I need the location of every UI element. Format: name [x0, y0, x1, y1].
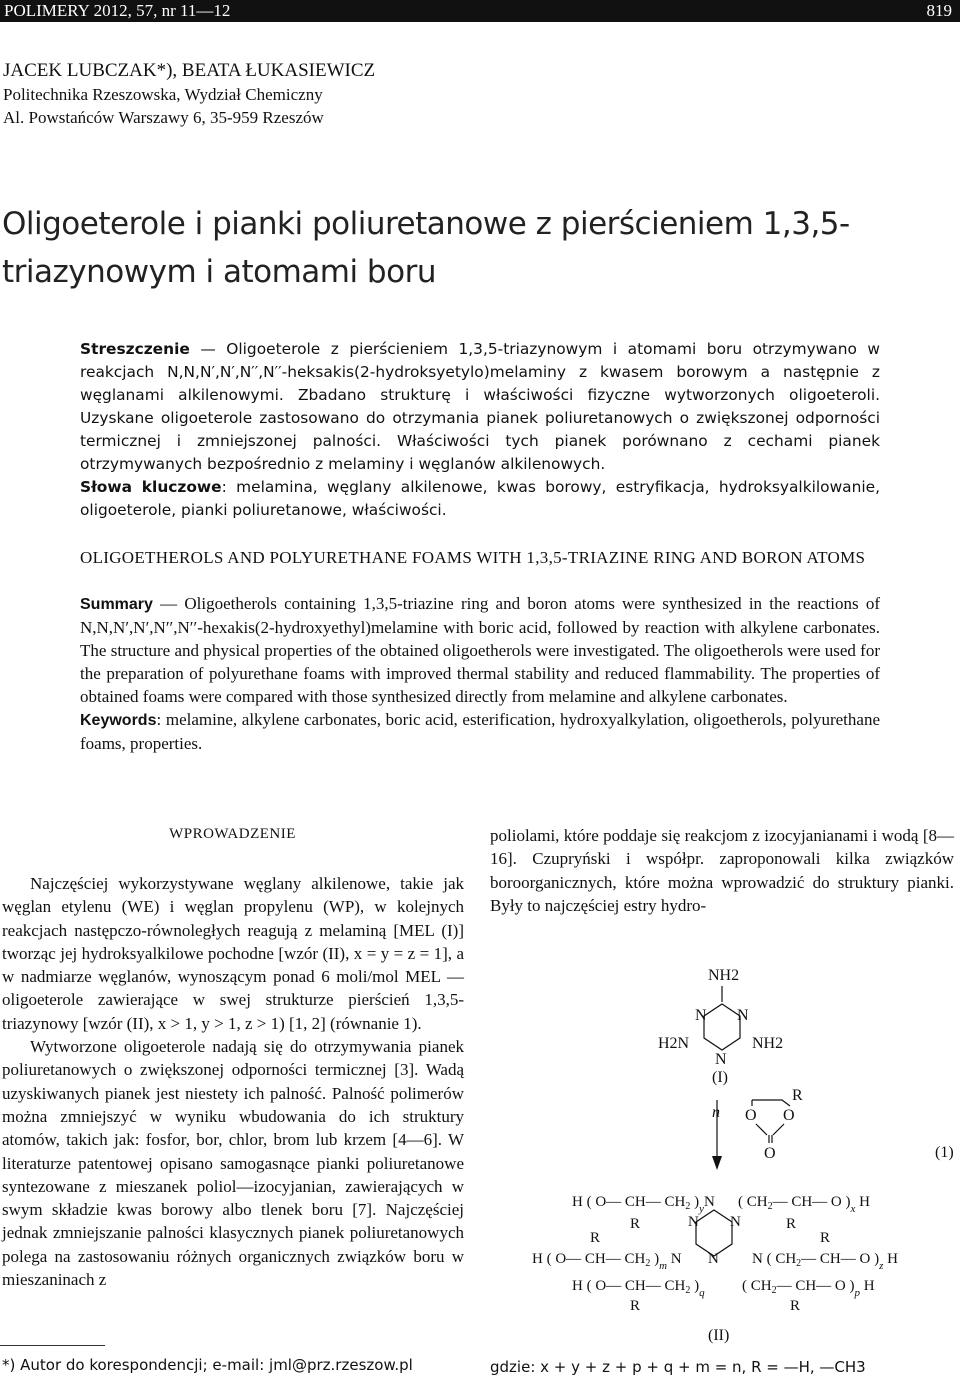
ring-n-right: N	[737, 1007, 749, 1024]
affiliation-line-1: Politechnika Rzeszowska, Wydział Chemiczny	[3, 85, 323, 104]
abstract-pl-label: Streszczenie	[80, 340, 190, 358]
abstract-pl-text: — Oligoeterole z pierścieniem 1,3,5-triazynowym i atomami boru otrzymywano w reakcjach N,N,N′,N′,N′′,N′′-heksakis(2-hydroksyetylo)melaminy z kwasem borowym a następnie z węglanami alkilenowymi. Zbadano strukturę i właściwości fizyczne wytworzonych oligoeteroli. Uzyskane oligoeterole zastosowano do otrzymania pianek poliuretanowych o zwiększonej odporności termicznej i zmniejszonej palności. Właściwości tych pianek porównano z cechami pianek otrzymywanych bezpośrednio z melaminy i węglanów alkilenowych.	[80, 340, 880, 473]
abstract-en	[80, 592, 880, 755]
abstract-en-text: — Oligoetherols containing 1,3,5-triazine ring and boron atoms were synthesized in the reactions of N,N,N′,N′,N′′,N′′-hexakis(2-hydroxyethyl)melamine with boric acid, followed by reaction with alkylene carbonates. The structure and physical properties of the obtained oligoetherols were investigated. The oligoetherols were used for the preparation of polyurethane foams with improved thermal stability and reduced flammability. The properties of obtained foams were compared with those synthesized directly from melamine and alkylene carbonates.	[80, 594, 880, 706]
carbonate-o-left: O	[745, 1107, 757, 1124]
svg-text:R: R	[820, 1230, 831, 1246]
svg-text:N: N	[730, 1214, 741, 1230]
svg-text:R: R	[630, 1298, 641, 1314]
reaction-scheme	[490, 960, 960, 1355]
svg-text:N: N	[688, 1214, 699, 1230]
ring-n-left: N	[695, 1007, 707, 1024]
product-triazine-ring	[696, 1210, 732, 1256]
paragraph-1: Najczęściej wykorzystywane węglany alkilenowe, takie jak węglan etylenu (WE) i węglan propylenu (WP), w kolejnych reakcjach następczo-równoległych reagują z melaminą [MEL (I)] tworząc jej hydroksyalkilowe pochodne [wzór (II), x = y = z = 1], a w nadmiarze węglanów, wynoszącym ponad 6 moli/mol MEL — oligoeterole zawierające w swej strukturze pierścień 1,3,5-triazynowy [wzór (II), x > 1, y > 1, z > 1) [1, 2] (równanie 1).	[2, 874, 464, 1033]
scheme-legend: gdzie: x + y + z + p + q + m = n, R = —H, —CH3	[490, 1358, 866, 1376]
right-column-text: poliolami, które poddaje się reakcjom z izocyjanianami i wodą [8—16]. Czupryński i współpr. zaproponowali kilka związków boroorganicznych, które można wprowadzić do struktury pianki. Były to najczęściej estry hydro-	[490, 826, 954, 915]
svg-text:R: R	[630, 1216, 641, 1232]
keywords-pl: : melamina, węglany alkilenowe, kwas borowy, estryfikacja, hydroksyalkilowanie, oligoeterole, pianki poliuretanowe, właściwości.	[80, 478, 880, 519]
paper-title: Oligoeterole i pianki poliuretanowe z pierścieniem 1,3,5-triazynowym i atomami boru	[2, 206, 850, 290]
carbonate-o-right: O	[783, 1107, 795, 1124]
keywords-en: : melamine, alkylene carbonates, boric acid, esterification, hydroxyalkylation, oligoetherols, polyurethane foams, properties.	[80, 710, 880, 753]
paragraph-2: Wytworzone oligoeterole nadają się do otrzymywania pianek poliuretanowych o zwiększonej odporności termicznej [3]. Wadą uzyskiwanych pianek jest niestety ich palność. Palność polimerów można zmniejszyć w wyniku wbudowania do ich struktury atomów, takich jak: fosfor, bor, chlor, brom lub krzem [4—6]. W literaturze patentowej opisano samogasnące pianki poliuretanowe syntezowane z mieszanek poliol—izocyjanian, zawierających w swym składzie kwas borowy albo tlenek boru [7]. Najczęściej jednak zmniejszanie palności klasycznych pianek poliuretanowych polega na zastosowaniu różnych organicznych związków boru w mieszaninach z	[2, 1037, 464, 1290]
affiliation-line-2: Al. Powstańców Warszawy 6, 35-959 Rzeszów	[3, 108, 324, 127]
page-number: 819	[926, 1, 952, 20]
english-title: OLIGOETHEROLS AND POLYURETHANE FOAMS WITH 1,3,5-TRIAZINE RING AND BORON ATOMS	[80, 548, 866, 567]
keywords-en-label: Keywords	[80, 712, 157, 729]
journal-title: POLIMERY 2012, 57, nr 11—12	[4, 1, 231, 20]
carbonate-o-bottom: O	[764, 1145, 776, 1162]
authors: JACEK LUBCZAK*), BEATA ŁUKASIEWICZ	[3, 60, 376, 81]
footnote: *) Autor do korespondencji; e-mail: jml@prz.rzeszow.pl	[2, 1356, 413, 1374]
abstract-en-label: Summary	[80, 596, 153, 613]
product-branch-bottom-left: H ( O— CH— $CH_2$ )$_q$	[572, 1278, 705, 1299]
svg-text:R: R	[786, 1216, 797, 1232]
product-branch-top-left: H ( O— CH— $CH_2$ )$_yN$	[572, 1194, 715, 1215]
section-heading: WPROWADZENIE	[169, 826, 296, 842]
footnote-rule	[0, 1345, 105, 1346]
h2n-left: H2N	[658, 1035, 690, 1052]
nh2-right: NH2	[752, 1035, 784, 1052]
svg-text:N: N	[708, 1251, 719, 1267]
left-column	[2, 872, 464, 1291]
svg-text:R: R	[590, 1230, 601, 1246]
ring-n-bottom: N	[715, 1051, 727, 1068]
product-branch-bottom-right: ( $CH_2—$ CH— O )$_p$ H	[742, 1278, 875, 1299]
keywords-pl-label: Słowa kluczowe	[80, 478, 222, 496]
abstract-pl	[80, 338, 880, 522]
triazine-ring	[704, 1004, 740, 1050]
carbonate-r: R	[792, 1087, 803, 1104]
product-branch-top-right: ( $CH_2—$ CH— O )$_x$ H	[738, 1194, 870, 1215]
equation-number: (1)	[935, 1144, 954, 1161]
nh2-top: NH2	[708, 967, 740, 984]
label-II: (II)	[708, 1327, 730, 1344]
product-branch-right: N ( $CH_2—$ CH— O )$_z$ H	[752, 1251, 898, 1272]
n-coefficient: n	[712, 1104, 720, 1121]
label-I: (I)	[712, 1069, 728, 1086]
product-branch-left: H ( O— CH— $CH_2$ )$_m$ N	[532, 1251, 682, 1272]
page-header	[0, 0, 960, 22]
svg-text:R: R	[790, 1298, 801, 1314]
